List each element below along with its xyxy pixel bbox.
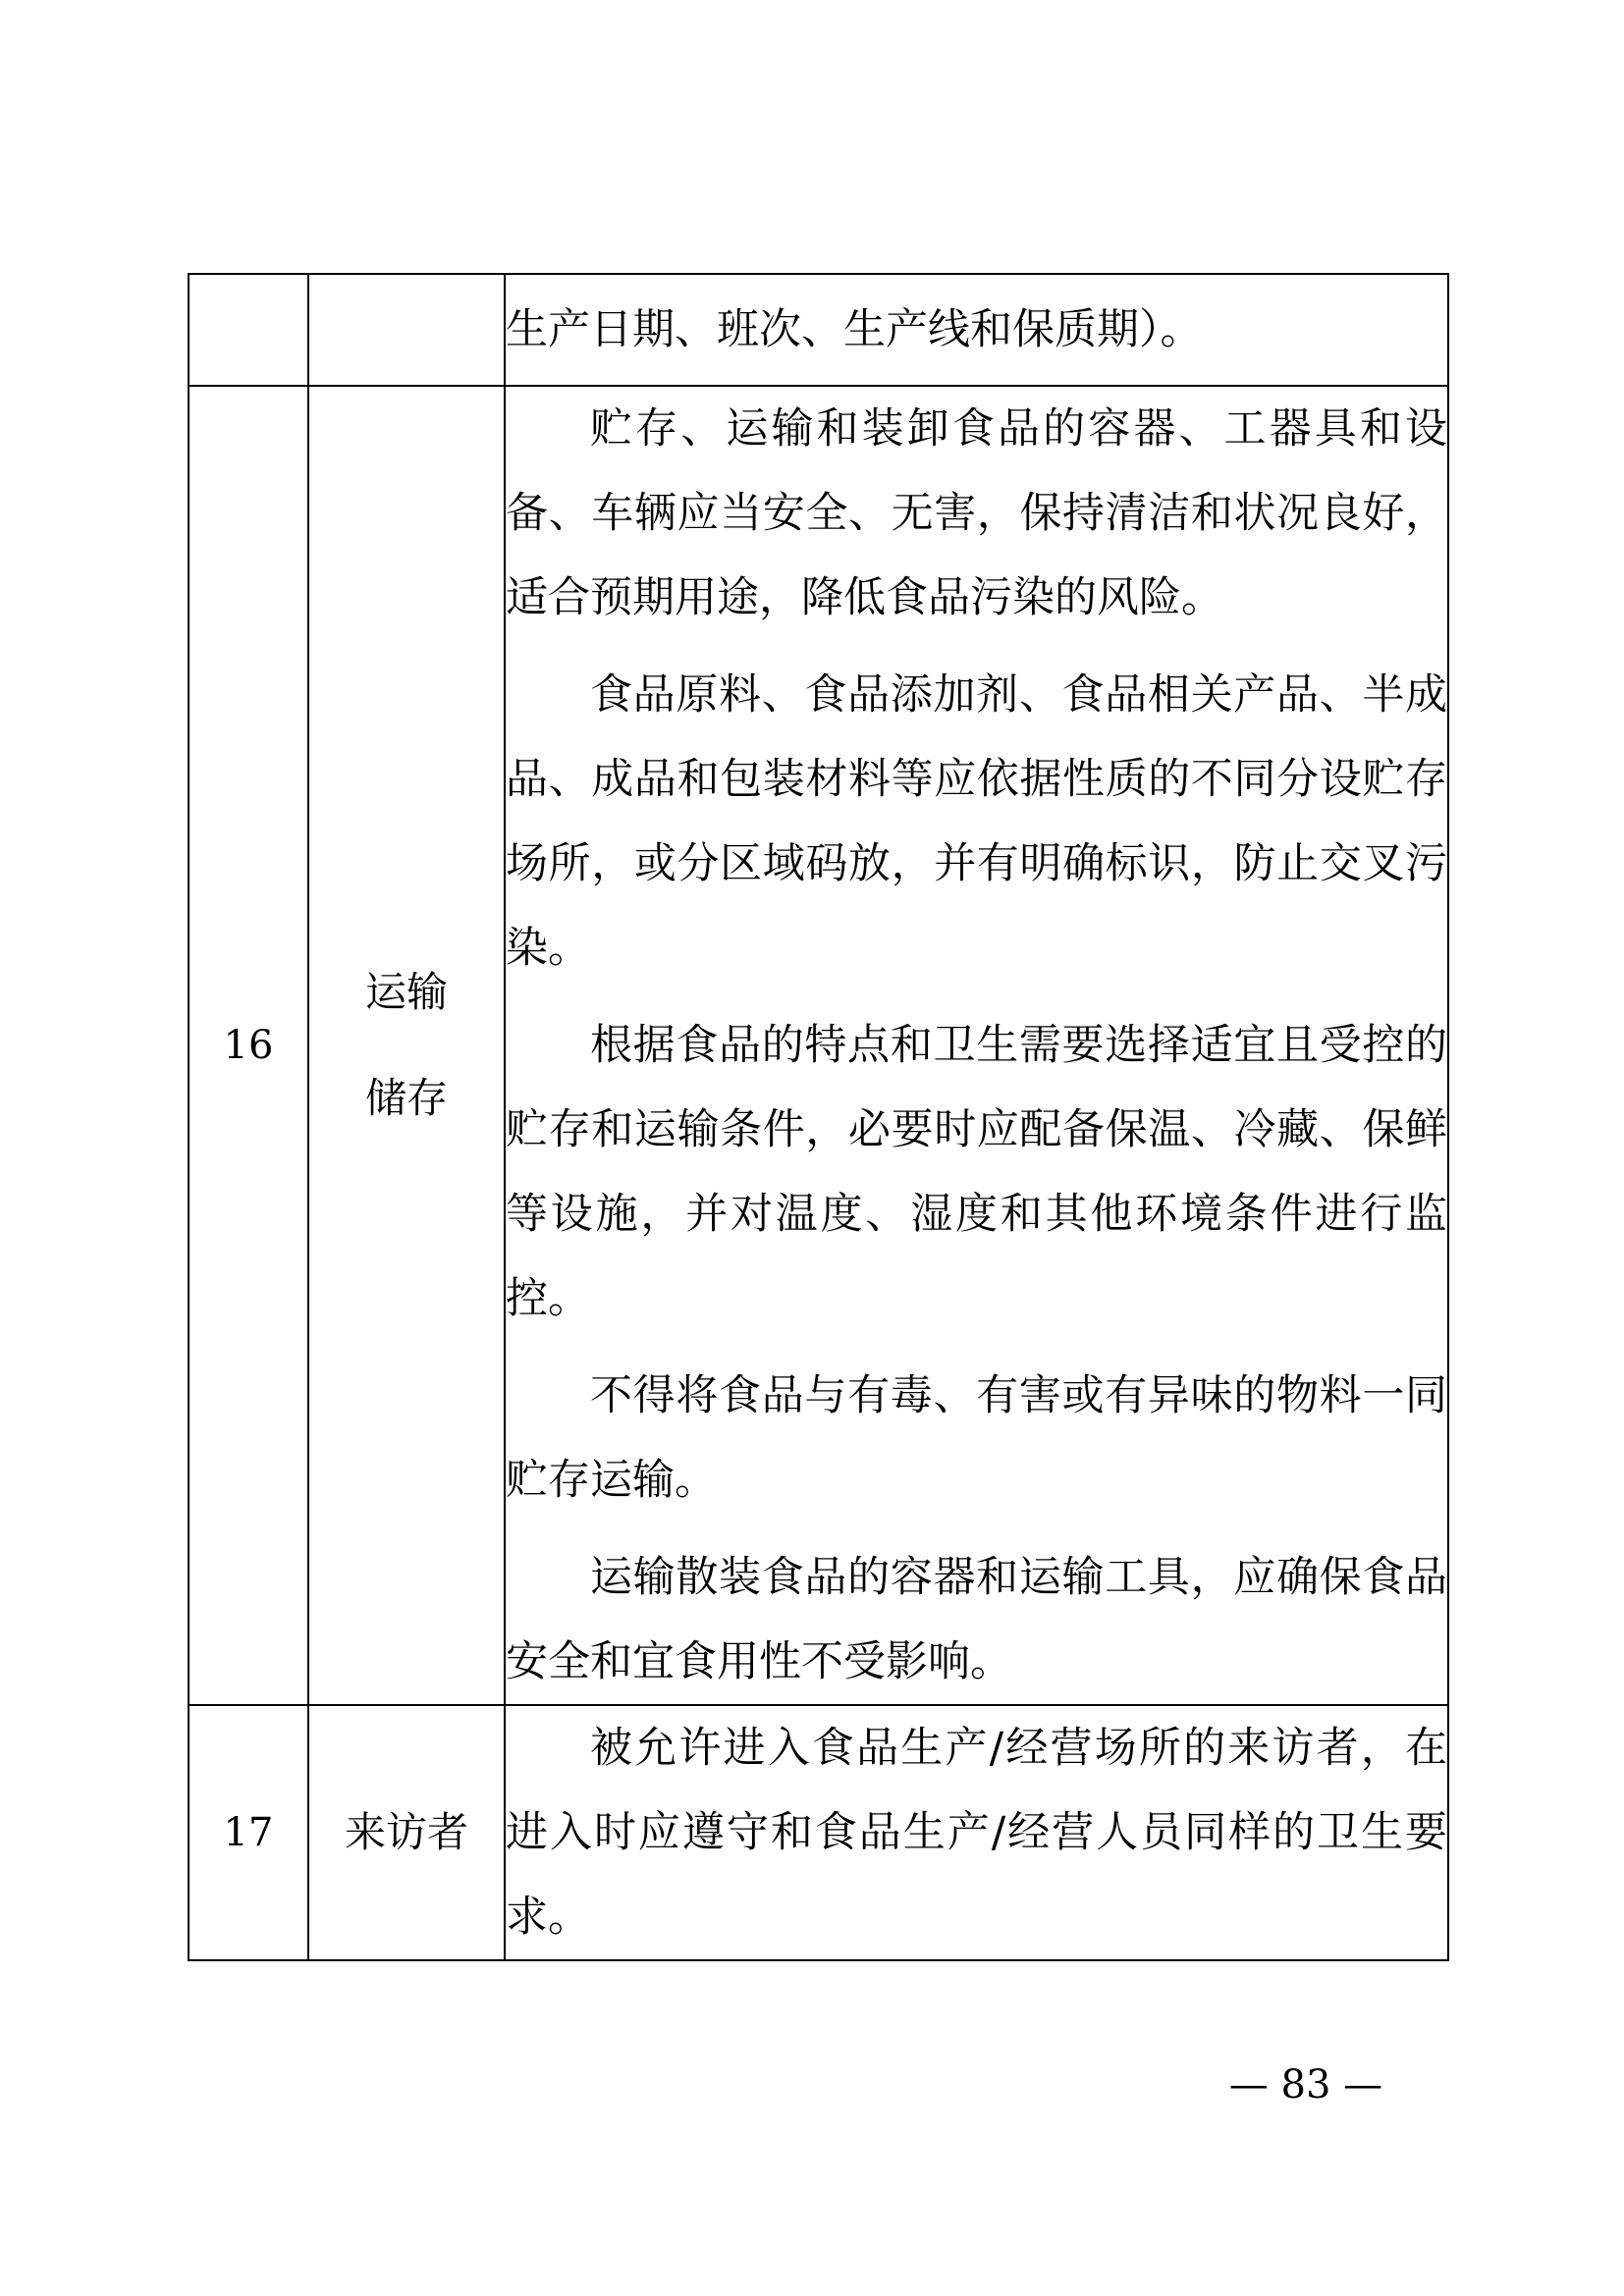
category-label: 储存 [364, 1074, 448, 1122]
row-number: 17 [189, 1705, 308, 1960]
category-label: 运输 [364, 968, 448, 1016]
row-number: 16 [189, 386, 308, 1705]
content-paragraph: 不得将食品与有毒、有害或有异味的物料一同贮存运输。 [506, 1371, 1447, 1505]
content-paragraph: 食品原料、食品添加剂、食品相关产品、半成品、成品和包装材料等应依据性质的不同分设贮存场所，或分区域码放，并有明确标识，防止交叉污染。 [506, 670, 1447, 973]
row-content [505, 274, 1448, 386]
row-category [308, 386, 505, 1705]
requirements-table [188, 273, 1449, 1961]
row-content [505, 386, 1448, 1705]
table-row [189, 1705, 1448, 1960]
content-paragraph: 贮存、运输和装卸食品的容器、工器具和设备、车辆应当安全、无害，保持清洁和状况良好，适合预期用途，降低食品污染的风险。 [506, 404, 1447, 622]
row-content [505, 1705, 1448, 1960]
table-row [189, 386, 1448, 1705]
row-number [189, 274, 308, 386]
content-paragraph: 被允许进入食品生产/经营场所的来访者，在进入时应遵守和食品生产/经营人员同样的卫生要求。 [506, 1724, 1447, 1942]
row-category [308, 274, 505, 386]
content-paragraph: 生产日期、班次、生产线和保质期）。 [506, 305, 1203, 354]
content-paragraph: 运输散装食品的容器和运输工具，应确保食品安全和宜食用性不受影响。 [506, 1553, 1447, 1686]
row-category [308, 1705, 505, 1960]
table-row [189, 274, 1448, 386]
content-paragraph: 根据食品的特点和卫生需要选择适宜且受控的贮存和运输条件，必要时应配备保温、冷藏、保鲜等设施，并对温度、湿度和其他环境条件进行监控。 [506, 1021, 1447, 1323]
category-label: 来访者 [344, 1808, 468, 1856]
page-number: — 83 — [1228, 2062, 1383, 2108]
